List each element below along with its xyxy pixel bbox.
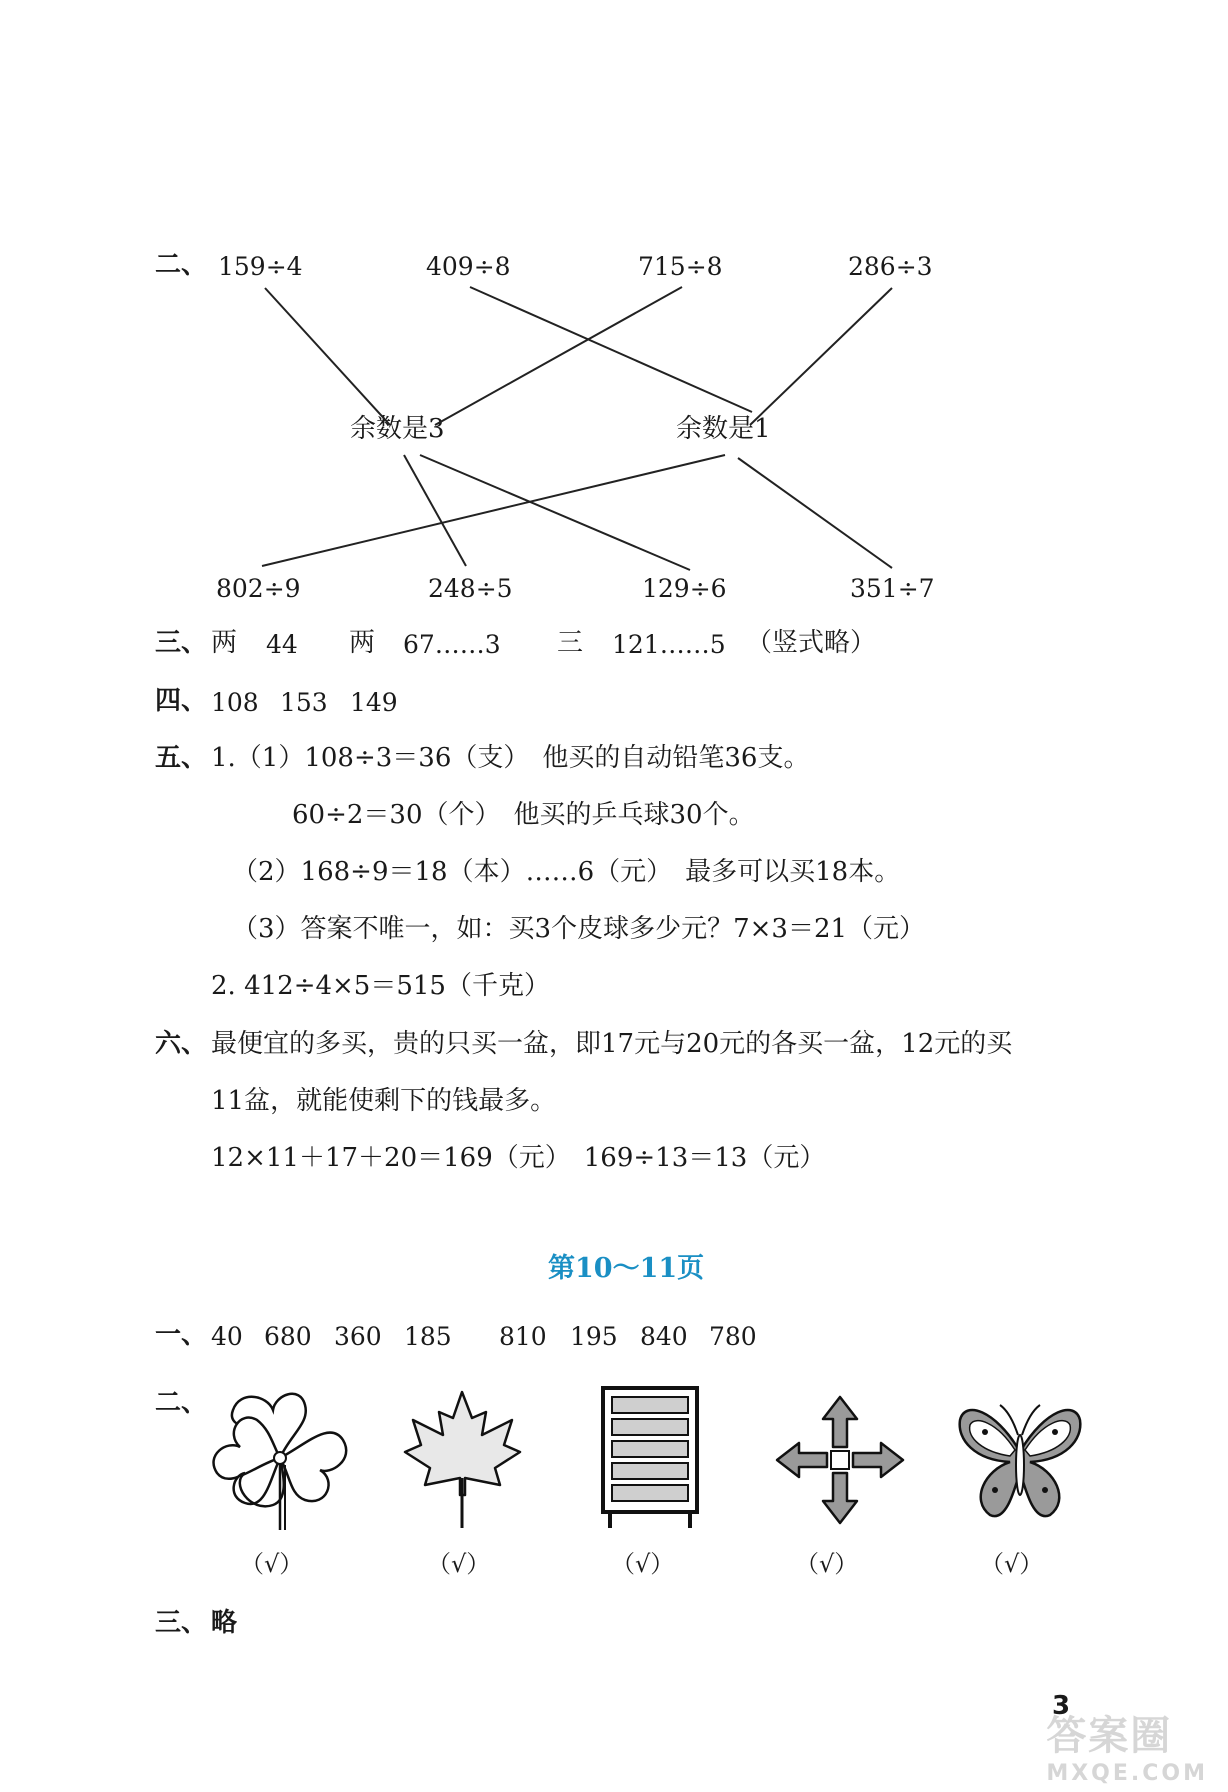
line-715-to-r3 (435, 287, 682, 425)
maple-leaf-icon (400, 1390, 525, 1530)
butterfly-icon (955, 1390, 1085, 1530)
s5-line-3: （2）168÷9＝18（本）……6（元） 最多可以买18本。 (232, 857, 901, 887)
p10-section-three-text: 略 (211, 1608, 238, 1638)
p10-s1-value-1: 40 (211, 1322, 243, 1351)
s5-line-2: 60÷2＝30（个） 他买的乒乓球30个。 (292, 800, 755, 830)
section-three-label: 三、 (155, 628, 208, 658)
s3-part-7: （竖式略） (746, 628, 877, 658)
s4-value-3: 149 (350, 688, 398, 717)
top-item-4: 286÷3 (848, 252, 933, 281)
p10-s1-value-3: 360 (334, 1322, 382, 1351)
s6-line-2: 11盆，就能使剩下的钱最多。 (211, 1086, 557, 1116)
check-mark-1: （√） (240, 1550, 304, 1578)
p10-section-two-label: 二、 (155, 1388, 208, 1418)
watermark-text-bottom: MXQE.COM (1046, 1761, 1208, 1786)
p10-section-one-label: 一、 (155, 1320, 208, 1350)
top-item-2: 409÷8 (426, 252, 511, 281)
check-mark-2: （√） (427, 1550, 491, 1578)
watermark (1046, 1704, 1208, 1786)
section-five-label: 五、 (155, 743, 208, 773)
p10-s1-value-2: 680 (264, 1322, 312, 1351)
s4-value-2: 153 (280, 688, 328, 717)
page-title: 第10～11页 (548, 1253, 705, 1284)
section-six-label: 六、 (155, 1029, 208, 1059)
check-mark-5: （√） (980, 1550, 1044, 1578)
s6-line-1: 最便宜的多买，贵的只买一盆，即17元与20元的各买一盆，12元的买 (211, 1029, 1013, 1059)
p10-s1-value-5: 810 (499, 1322, 547, 1351)
s3-part-6: 121……5 (612, 630, 726, 659)
s5-line-5: 2. 412÷4×5＝515（千克） (211, 971, 550, 1001)
s6-line-3: 12×11＋17＋20＝169（元） 169÷13＝13（元） (211, 1143, 826, 1173)
bottom-item-1: 802÷9 (216, 574, 301, 603)
s3-part-3: 两 (349, 628, 376, 658)
four-leaf-clover-icon (205, 1385, 355, 1530)
check-mark-4: （√） (795, 1550, 859, 1578)
line-286-to-r1 (750, 288, 892, 425)
four-way-arrow-icon (775, 1395, 905, 1525)
bottom-item-3: 129÷6 (642, 574, 727, 603)
watermark-text-top: 答案圈 (1046, 1713, 1173, 1759)
s5-line-4: （3）答案不唯一，如：买3个皮球多少元？7×3＝21（元） (232, 914, 926, 944)
s5-line-1: 1.（1）108÷3＝36（支） 他买的自动铅笔36支。 (211, 743, 810, 773)
s3-part-1: 两 (211, 628, 238, 658)
line-159-to-r3 (265, 288, 390, 425)
middle-item-remainder-3: 余数是3 (350, 414, 445, 444)
p10-s1-value-6: 195 (570, 1322, 618, 1351)
p10-section-three-label: 三、 (155, 1608, 208, 1638)
bottom-item-4: 351÷7 (850, 574, 935, 603)
top-item-1: 159÷4 (218, 252, 303, 281)
top-item-3: 715÷8 (638, 252, 723, 281)
p10-s1-value-4: 185 (404, 1322, 452, 1351)
section-four-label: 四、 (155, 686, 208, 716)
section-two-label: 二、 (155, 250, 208, 280)
line-r1-to-351 (738, 458, 892, 568)
p10-s1-value-8: 780 (709, 1322, 757, 1351)
line-409-to-r1 (470, 287, 752, 412)
bottom-item-2: 248÷5 (428, 574, 513, 603)
chest-of-drawers-icon (600, 1385, 700, 1530)
s3-part-5: 三 (557, 628, 584, 658)
s3-part-4: 67……3 (403, 630, 501, 659)
check-mark-3: （√） (611, 1550, 675, 1578)
middle-item-remainder-1: 余数是1 (676, 414, 771, 444)
s3-part-2: 44 (266, 630, 298, 659)
page-number: 3 (1052, 1691, 1071, 1721)
line-r1-to-802 (262, 455, 725, 566)
p10-s1-value-7: 840 (640, 1322, 688, 1351)
s4-value-1: 108 (211, 688, 259, 717)
